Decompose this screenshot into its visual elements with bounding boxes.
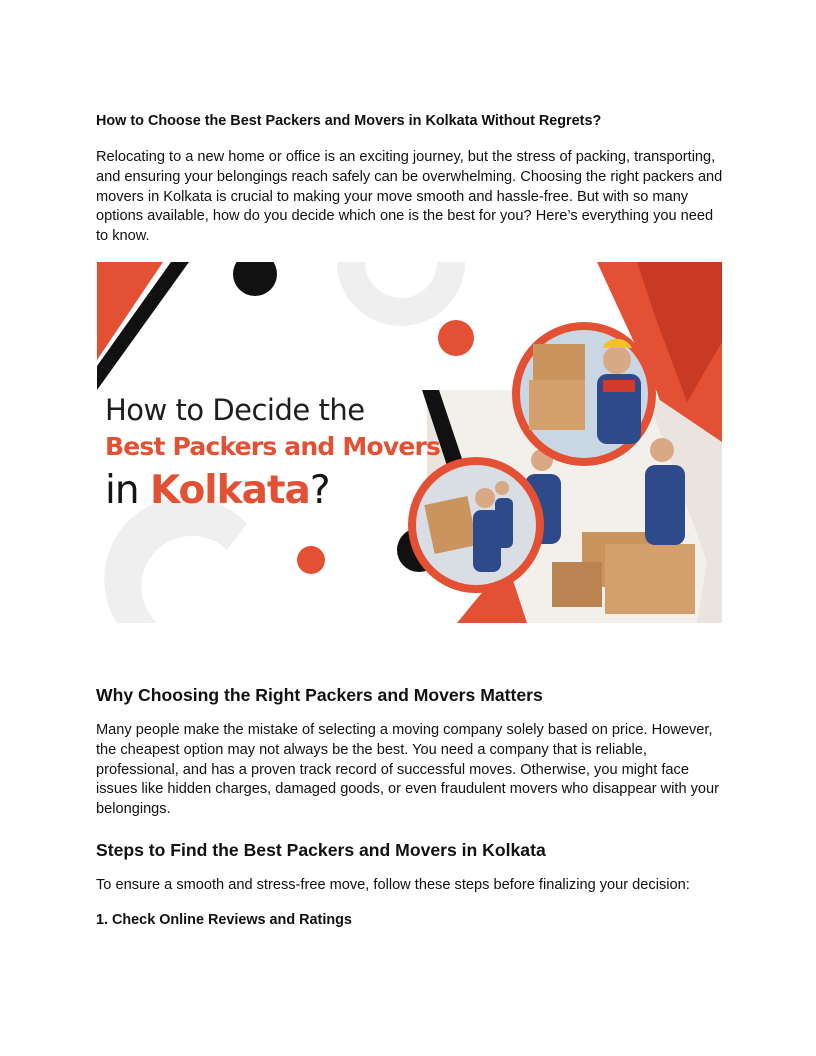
mover-head: [475, 488, 495, 508]
banner-line-3-suffix: ?: [309, 468, 330, 513]
section-paragraph-why: Many people make the mistake of selecting a moving company solely based on price. However, the cheapest option may not always be the best. You need a company that is reliable, professional, and has a proven track record of successful moves. Otherwise, you might face issues like hidden charges, damaged goods, or even fraudulent movers who disappear with your belongings.: [96, 722, 720, 818]
article-title: How to Choose the Best Packers and Movers in Kolkata Without Regrets?: [96, 113, 602, 129]
section-paragraph-steps: To ensure a smooth and stress-free move, follow these steps before finalizing your decision:: [96, 877, 690, 893]
box-shape: [552, 562, 602, 607]
banner-line-3: [105, 468, 330, 513]
mover-head: [603, 346, 631, 374]
mover-body: [495, 498, 513, 548]
mover-head: [495, 481, 509, 495]
section-heading-steps: Steps to Find the Best Packers and Movers in Kolkata: [96, 840, 546, 860]
banner-line-3-prefix: in: [105, 468, 150, 513]
banner-image: [97, 262, 722, 623]
section-heading-why: Why Choosing the Right Packers and Movers Matters: [96, 685, 543, 705]
banner-line-2: Best Packers and Movers: [105, 432, 441, 461]
banner-line-3-accent: Kolkata: [149, 468, 310, 513]
orange-dot-shape: [438, 320, 474, 356]
step-heading-1: 1. Check Online Reviews and Ratings: [96, 912, 352, 928]
box-shape: [529, 380, 585, 430]
vest-stripe: [603, 380, 635, 392]
box-shape: [605, 544, 695, 614]
box-shape: [533, 344, 585, 384]
intro-paragraph: Relocating to a new home or office is an exciting journey, but the stress of packing, transporting, and ensuring your belongings reach safely can be overwhelming. Choosing the right packers and movers in Kolkata is crucial to making your move smooth and hassle-free. But with so many options available, how do you decide which one is the best for you? Here’s everything you need to know.: [96, 149, 723, 245]
mover-head: [650, 438, 674, 462]
mover-body: [645, 465, 685, 545]
orange-dot-shape: [297, 546, 325, 574]
banner-line-1: How to Decide the: [105, 393, 365, 427]
